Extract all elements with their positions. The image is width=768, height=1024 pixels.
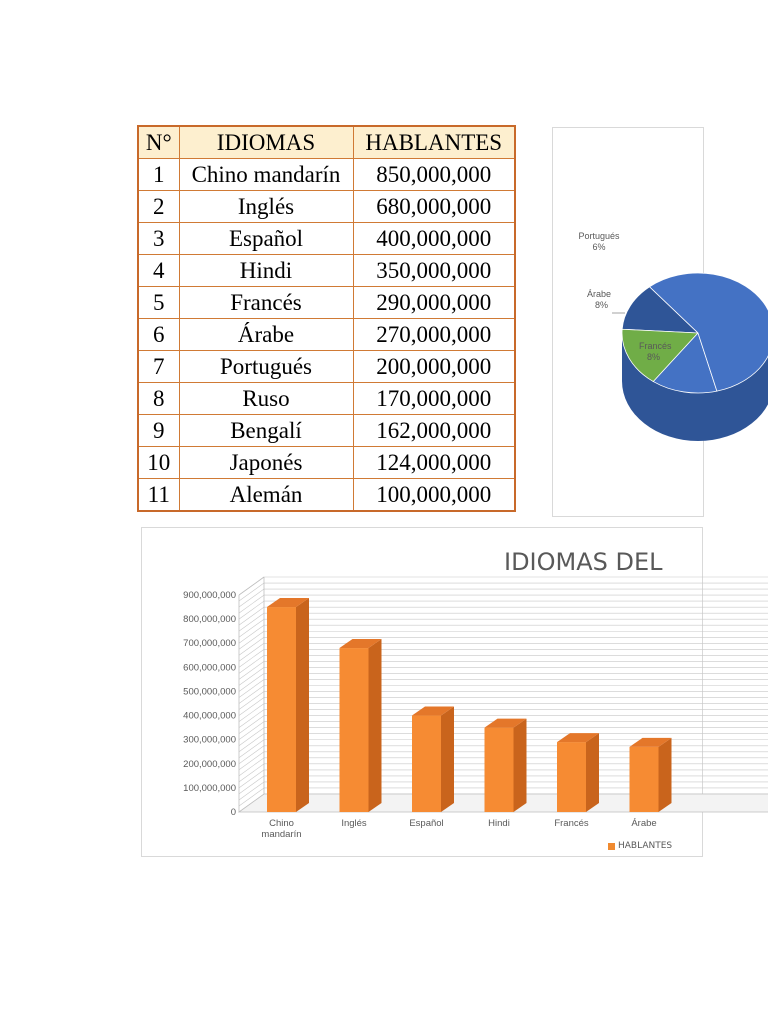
row-speakers: 170,000,000 [353, 383, 515, 415]
x-tick-label: Español [409, 818, 444, 829]
pie-label-percent: 8% [595, 300, 609, 310]
languages-table [137, 125, 516, 512]
y-tick-label: 300,000,000 [183, 734, 236, 746]
bar-front [412, 716, 441, 812]
bar [557, 733, 599, 812]
row-number: 6 [138, 319, 179, 351]
table-row [138, 351, 515, 383]
y-tick-label: 100,000,000 [183, 782, 236, 794]
pie-label-name: Portugués [578, 231, 620, 241]
y-tick-label: 600,000,000 [183, 662, 236, 674]
bar [630, 738, 672, 812]
row-number: 11 [138, 479, 179, 512]
row-number: 10 [138, 447, 179, 479]
row-speakers: 124,000,000 [353, 447, 515, 479]
y-tick-label: 0 [230, 807, 236, 818]
table-row [138, 223, 515, 255]
table-row [138, 319, 515, 351]
x-tick-label: mandarín [261, 829, 302, 840]
y-tick-label: 800,000,000 [183, 614, 236, 626]
table-row [138, 191, 515, 223]
row-language: Inglés [179, 191, 353, 223]
row-language: Árabe [179, 319, 353, 351]
bar [267, 598, 309, 812]
bar [340, 639, 382, 812]
row-speakers: 350,000,000 [353, 255, 515, 287]
row-speakers: 850,000,000 [353, 159, 515, 191]
bar-chart-svg [142, 528, 702, 856]
table-row [138, 479, 515, 512]
row-speakers: 200,000,000 [353, 351, 515, 383]
bar-side [369, 639, 382, 812]
bar-front [267, 607, 296, 812]
pie-label-name: Árabe [587, 289, 612, 299]
pie-chart-svg [553, 128, 703, 516]
bar [412, 707, 454, 812]
x-tick-label: Árabe [631, 818, 657, 829]
pie-label-name: Francés [639, 341, 672, 351]
table-row [138, 159, 515, 191]
header-languages: IDIOMAS [179, 126, 353, 159]
row-language: Chino mandarín [179, 159, 353, 191]
bar-front [340, 648, 369, 812]
table-row [138, 287, 515, 319]
legend-swatch [608, 843, 615, 850]
row-number: 7 [138, 351, 179, 383]
row-language: Alemán [179, 479, 353, 512]
bar-front [630, 747, 659, 812]
pie-label-percent: 6% [592, 242, 606, 252]
bar-side [659, 738, 672, 812]
pie-chart [552, 127, 704, 517]
row-number: 3 [138, 223, 179, 255]
row-language: Hindi [179, 255, 353, 287]
row-language: Francés [179, 287, 353, 319]
row-number: 8 [138, 383, 179, 415]
row-speakers: 290,000,000 [353, 287, 515, 319]
header-number: N° [138, 126, 179, 159]
bar-chart-title: IDIOMAS DEL [504, 548, 663, 576]
pie-label-percent: 8% [647, 352, 661, 362]
row-number: 5 [138, 287, 179, 319]
row-speakers: 162,000,000 [353, 415, 515, 447]
header-speakers: HABLANTES [353, 126, 515, 159]
table-header-row [138, 126, 515, 159]
row-number: 4 [138, 255, 179, 287]
bar-side [586, 733, 599, 812]
table-row [138, 255, 515, 287]
row-language: Portugués [179, 351, 353, 383]
row-speakers: 100,000,000 [353, 479, 515, 512]
x-tick-label: Inglés [341, 818, 367, 829]
x-tick-label: Francés [554, 818, 589, 829]
row-number: 2 [138, 191, 179, 223]
table-row [138, 415, 515, 447]
bar-chart [141, 527, 703, 857]
x-tick-label: Chino [269, 818, 294, 829]
row-language: Bengalí [179, 415, 353, 447]
y-tick-label: 700,000,000 [183, 638, 236, 650]
row-language: Español [179, 223, 353, 255]
bar-side [296, 598, 309, 812]
y-tick-label: 200,000,000 [183, 758, 236, 770]
table-row [138, 383, 515, 415]
bar-front [485, 728, 514, 812]
x-tick-label: Hindi [488, 818, 510, 829]
row-speakers: 680,000,000 [353, 191, 515, 223]
row-number: 1 [138, 159, 179, 191]
bar-chart-legend [608, 841, 672, 851]
bar-front [557, 742, 586, 812]
y-tick-label: 900,000,000 [183, 590, 236, 601]
bar [485, 719, 527, 812]
row-speakers: 400,000,000 [353, 223, 515, 255]
row-language: Ruso [179, 383, 353, 415]
bar-side [514, 719, 527, 812]
y-tick-label: 500,000,000 [183, 686, 236, 698]
row-language: Japonés [179, 447, 353, 479]
bar-side [441, 707, 454, 812]
row-speakers: 270,000,000 [353, 319, 515, 351]
table-row [138, 447, 515, 479]
legend-label: HABLANTES [618, 841, 673, 851]
row-number: 9 [138, 415, 179, 447]
y-tick-label: 400,000,000 [183, 710, 236, 722]
